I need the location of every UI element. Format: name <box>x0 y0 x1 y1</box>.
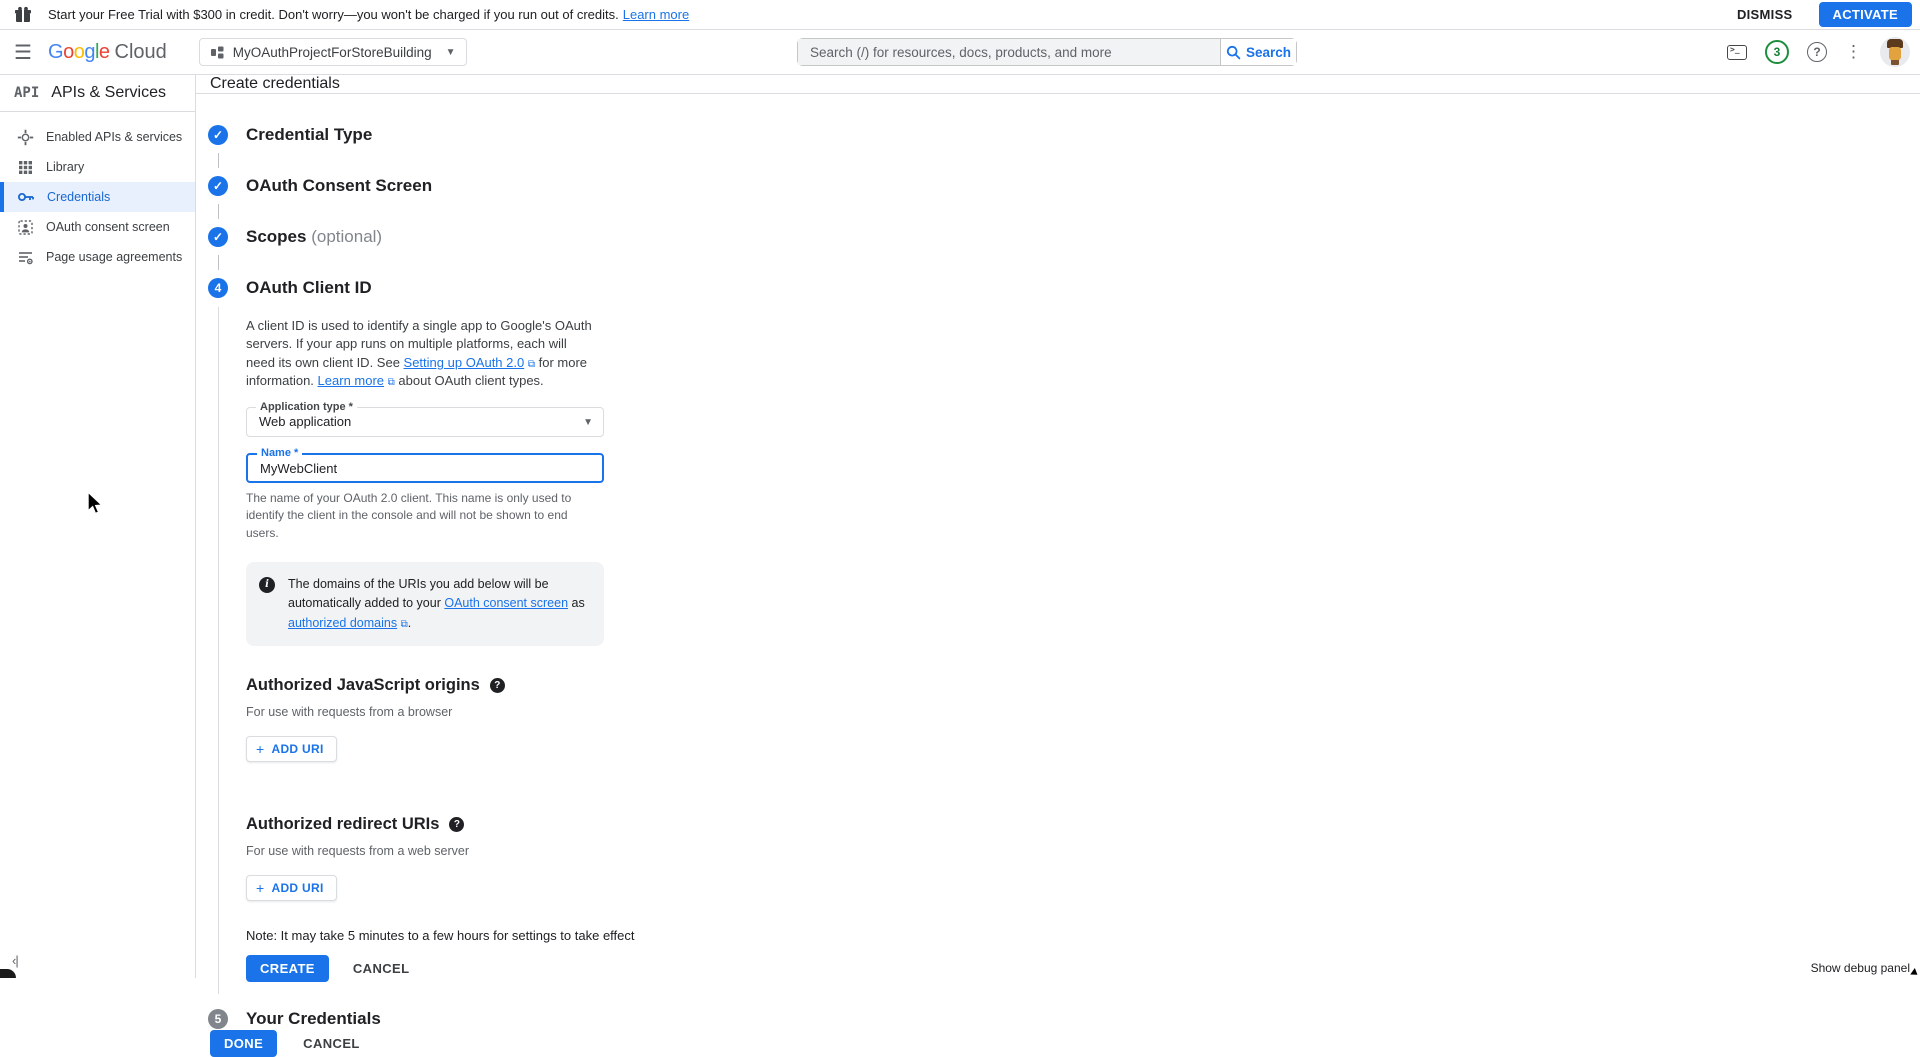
sidebar-item-label: Credentials <box>47 190 111 204</box>
plus-icon: + <box>256 741 265 758</box>
help-icon[interactable]: ? <box>449 817 464 832</box>
sidebar <box>0 75 196 978</box>
redirect-uris-heading: Authorized redirect URIs <box>246 815 440 834</box>
search-icon <box>1226 45 1241 60</box>
name-helper-text: The name of your OAuth 2.0 client. This name is only used to identify the client in the console and will not be shown to end users. <box>246 490 572 540</box>
project-selector[interactable] <box>199 38 467 66</box>
banner-learn-more-link[interactable]: Learn more <box>622 7 690 22</box>
sidebar-item-page-usage[interactable] <box>0 242 195 272</box>
api-icon: API <box>14 85 40 101</box>
oauth-consent-screen-link[interactable]: OAuth consent screen <box>444 596 569 611</box>
sidebar-item-library[interactable] <box>0 152 195 182</box>
settings-note: Note: It may take 5 minutes to a few hours for settings to take effect <box>246 928 635 944</box>
hamburger-menu-icon[interactable]: ☰ <box>14 41 32 64</box>
step-done-icon: ✓ <box>208 125 228 145</box>
create-credentials-flow <box>196 94 1920 1030</box>
external-link-icon: ⧉ <box>400 618 408 630</box>
add-uri-button-redirect[interactable]: + ADD URI <box>246 875 337 901</box>
sidebar-item-label: Page usage agreements <box>46 250 183 264</box>
cloud-shell-icon[interactable] <box>1727 45 1747 60</box>
dismiss-button[interactable]: DISMISS <box>1725 3 1805 26</box>
banner-message: Start your Free Trial with $300 in credit. Don't worry—you won't be charged if you run out of credits. <box>48 7 619 22</box>
setting-up-oauth-link[interactable]: Setting up OAuth 2.0 <box>403 354 525 370</box>
flow-footer <box>196 1030 1920 1057</box>
notifications-badge[interactable]: 3 <box>1765 40 1789 64</box>
help-icon[interactable] <box>1807 42 1827 62</box>
plus-icon: + <box>256 880 265 897</box>
js-origins-section <box>246 676 1920 695</box>
step-oauth-consent-screen: ✓ OAuth Consent Screen <box>196 175 1920 197</box>
key-icon <box>17 188 35 206</box>
client-name-value: MyWebClient <box>260 460 338 476</box>
cancel-button[interactable]: CANCEL <box>343 955 420 982</box>
collapse-sidebar-icon[interactable]: ‹| <box>12 953 18 968</box>
consent-screen-icon <box>17 219 34 236</box>
application-type-value: Web application <box>259 413 352 429</box>
application-type-select[interactable]: Application type * Web application ▼ <box>246 407 604 437</box>
help-icon[interactable]: ? <box>490 678 505 693</box>
sidebar-header <box>0 75 195 112</box>
sidebar-item-enabled-apis[interactable] <box>0 122 195 152</box>
step-connector <box>218 153 219 168</box>
authorized-domains-link[interactable]: authorized domains <box>288 615 398 630</box>
show-debug-panel-link[interactable]: Show debug panel <box>1810 961 1910 975</box>
done-button[interactable]: DONE <box>210 1030 277 1057</box>
sidebar-item-oauth-consent[interactable] <box>0 212 195 242</box>
global-search <box>797 38 1297 66</box>
step-connector <box>218 255 219 270</box>
project-icon <box>210 45 225 60</box>
info-icon: i <box>259 577 275 593</box>
google-logo-letters: Google <box>48 40 110 63</box>
google-cloud-logo: Google Cloud <box>48 40 167 63</box>
more-options-icon[interactable]: ⋮ <box>1845 42 1862 61</box>
js-origins-subtext: For use with requests from a browser <box>246 705 453 720</box>
sidebar-item-label: OAuth consent screen <box>46 220 170 234</box>
sidebar-item-label: Enabled APIs & services <box>46 130 183 144</box>
client-id-description: A client ID is used to identify a single app to Google's OAuth servers. If your app runs on multiple platforms, each will need its own client ID. See Setting up OAuth 2.0 ⧉ for more information. Learn more ⧉ about OAuth client types. <box>246 318 592 389</box>
learn-more-link[interactable]: Learn more <box>317 373 385 389</box>
user-avatar[interactable] <box>1880 37 1910 67</box>
add-uri-button-js-origins[interactable]: + ADD URI <box>246 736 337 762</box>
create-button[interactable]: CREATE <box>246 955 329 982</box>
footer-cancel-button[interactable]: CANCEL <box>293 1030 370 1057</box>
step-connector <box>218 204 219 219</box>
sidebar-item-credentials[interactable] <box>0 182 195 212</box>
step-your-credentials: 5 Your Credentials <box>196 1008 1920 1030</box>
main-panel <box>196 75 1920 1052</box>
redirect-uris-subtext: For use with requests from a web server <box>246 844 469 859</box>
search-input[interactable]: Search (/) for resources, docs, products, and more <box>798 39 1220 65</box>
chevron-down-icon: ▼ <box>445 46 456 58</box>
step-oauth-client-id: 4 OAuth Client ID <box>196 277 1920 299</box>
step-scopes: ✓ Scopes (optional) <box>196 226 1920 248</box>
step-done-icon: ✓ <box>208 227 228 247</box>
sidebar-title: APIs & Services <box>51 84 166 101</box>
project-name: MyOAuthProjectForStoreBuilding <box>232 44 432 60</box>
step-number-badge: 4 <box>208 278 228 298</box>
top-header <box>0 30 1920 75</box>
search-button[interactable]: Search <box>1220 39 1296 65</box>
gift-icon <box>14 6 32 24</box>
library-icon <box>17 159 34 176</box>
free-trial-banner <box>0 0 1920 30</box>
sidebar-item-label: Library <box>46 160 85 174</box>
activate-button[interactable]: ACTIVATE <box>1819 2 1912 27</box>
domains-info-note: i The domains of the URIs you add below will be automatically added to your OAuth consent screen as authorized domains ⧉. <box>246 562 604 646</box>
js-origins-heading: Authorized JavaScript origins <box>246 676 480 695</box>
enabled-apis-icon <box>17 129 34 146</box>
step-done-icon: ✓ <box>208 176 228 196</box>
redirect-uris-section <box>246 815 1920 834</box>
external-link-icon: ⧉ <box>527 358 535 370</box>
page-usage-icon <box>17 249 34 266</box>
step-number-badge: 5 <box>208 1009 228 1029</box>
chevron-down-icon: ▼ <box>583 416 593 428</box>
step-credential-type: ✓ Credential Type <box>196 124 1920 146</box>
client-name-field[interactable]: Name * MyWebClient <box>246 453 604 483</box>
page-title: Create credentials <box>196 75 1920 94</box>
oauth-client-id-form <box>218 307 1920 994</box>
external-link-icon: ⧉ <box>387 377 395 389</box>
